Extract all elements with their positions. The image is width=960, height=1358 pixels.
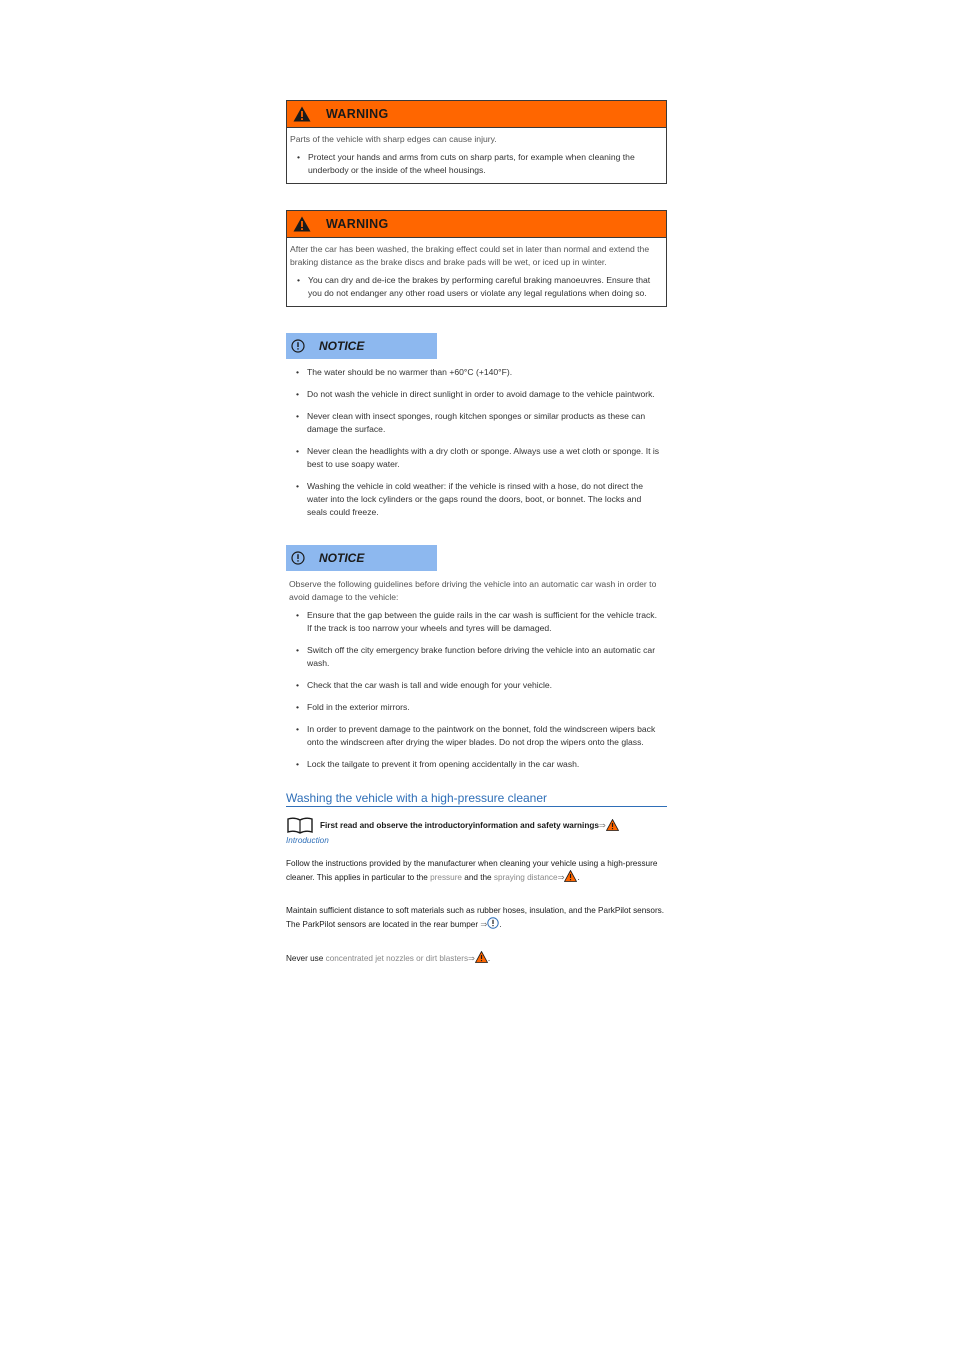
read-first-text: First read and observe the introductoryinformation and safety warnings [320, 820, 599, 830]
nozzles-link[interactable]: concentrated jet nozzles or dirt blasters [325, 954, 469, 963]
notice-bullet: • Lock the tailgate to prevent it from opening accidentally in the car wash. [289, 758, 663, 771]
paragraph-text: . [487, 954, 491, 963]
paragraph-text: . [577, 873, 580, 882]
warning-bullet: • You can dry and de-ice the brakes by performing careful braking manoeuvres. Ensure that you do not endanger any other road users or violate any legal regulations when doing so. [290, 274, 662, 300]
notice-body [286, 571, 667, 771]
warning-title: WARNING [326, 217, 389, 231]
notice-title: NOTICE [319, 339, 365, 353]
introduction-link[interactable]: Introduction [286, 836, 329, 845]
read-first-notice [286, 816, 667, 834]
notice-reference-icon[interactable] [487, 917, 502, 929]
notice-bullet: • In order to prevent damage to the paintwork on the bonnet, fold the windscreen wipers back onto the windscreen after drying the wiper blades. Do not drop the wipers onto the glass. [289, 723, 663, 749]
warning-intro: Parts of the vehicle with sharp edges can cause injury. [290, 134, 497, 144]
notice-exclamation-icon [291, 551, 305, 565]
paragraph-text: and the [461, 873, 494, 882]
warning-body [287, 238, 666, 306]
warning-triangle-icon [293, 216, 311, 232]
notice-intro: Observe the following guidelines before driving the vehicle into an automatic car wash in order to avoid damage to the vehicle: [289, 579, 657, 602]
warning-header [287, 211, 666, 238]
paragraph-pressure [286, 857, 667, 884]
notice-bullet: • Switch off the city emergency brake function before driving the vehicle into an automatic car wash. [289, 644, 663, 670]
warning-triangle-icon [293, 106, 311, 122]
reference-arrow: ⇒ [468, 954, 475, 963]
pressure-link[interactable]: pressure [430, 873, 462, 882]
spraying-distance-link[interactable]: spraying distance [493, 873, 558, 882]
warning-reference-icon[interactable] [606, 819, 619, 831]
warning-box-2 [286, 210, 667, 307]
notice-header [286, 333, 437, 359]
warning-body [287, 128, 666, 183]
paragraph-text: Follow the instructions provided by the manufacturer when cleaning your vehicle using a high-pressure cleaner. This applies in particular to the [286, 859, 658, 882]
notice-header [286, 545, 437, 571]
document-page [286, 100, 667, 965]
paragraph-nozzles [286, 951, 667, 965]
notice-bullet: • Never clean the headlights with a dry cloth or sponge. Always use a wet cloth or sponge. It is best to use soapy water. [289, 445, 663, 471]
warning-header [287, 101, 666, 128]
notice-exclamation-icon [291, 339, 305, 353]
warning-intro: After the car has been washed, the braking effect could set in later than normal and extend the braking distance as the brake discs and brake pads will be wet, or iced up in winter. [290, 244, 650, 267]
reference-arrow: ⇒ [480, 920, 488, 929]
notice-bullet: • Never clean with insect sponges, rough kitchen sponges or similar products as these can damage the surface. [289, 410, 663, 436]
notice-bullet: • Ensure that the gap between the guide rails in the car wash is sufficient for the vehicle track. If the track is too narrow your wheels and tyres will be damaged. [289, 609, 663, 635]
paragraph-text: Maintain sufficient distance to soft materials such as rubber hoses, insulation, and the ParkPilot sensors. The ParkPilot sensors are located in the rear bumper [286, 906, 665, 929]
notice-box-2 [286, 545, 667, 771]
paragraph-text: Never use [286, 954, 326, 963]
paragraph-parkpilot [286, 904, 667, 931]
warning-bullet: • Protect your hands and arms from cuts on sharp parts, for example when cleaning the underbody or the inside of the wheel housings. [290, 151, 662, 177]
notice-title: NOTICE [319, 551, 365, 565]
reference-arrow: ⇒ [598, 821, 606, 830]
warning-box-1 [286, 100, 667, 184]
notice-body [286, 359, 667, 519]
warning-reference-icon[interactable] [475, 951, 491, 963]
notice-bullet: • Fold in the exterior mirrors. [289, 701, 663, 714]
notice-box-1 [286, 333, 667, 519]
notice-bullet: • Washing the vehicle in cold weather: if the vehicle is rinsed with a hose, do not direct the water into the lock cylinders or the gaps round the doors, boot, or bonnet. The locks and seals could freeze. [289, 480, 663, 519]
paragraph-text: . [499, 920, 502, 929]
warning-title: WARNING [326, 107, 389, 121]
section-heading: Washing the vehicle with a high-pressure cleaner [286, 791, 667, 807]
reference-arrow: ⇒ [557, 873, 565, 882]
notice-bullet: • The water should be no warmer than +60°C (+140°F). [289, 366, 663, 379]
warning-reference-icon[interactable] [564, 870, 580, 882]
notice-bullet: • Do not wash the vehicle in direct sunlight in order to avoid damage to the vehicle paintwork. [289, 388, 663, 401]
notice-bullet: • Check that the car wash is tall and wide enough for your vehicle. [289, 679, 663, 692]
book-icon [286, 816, 314, 834]
